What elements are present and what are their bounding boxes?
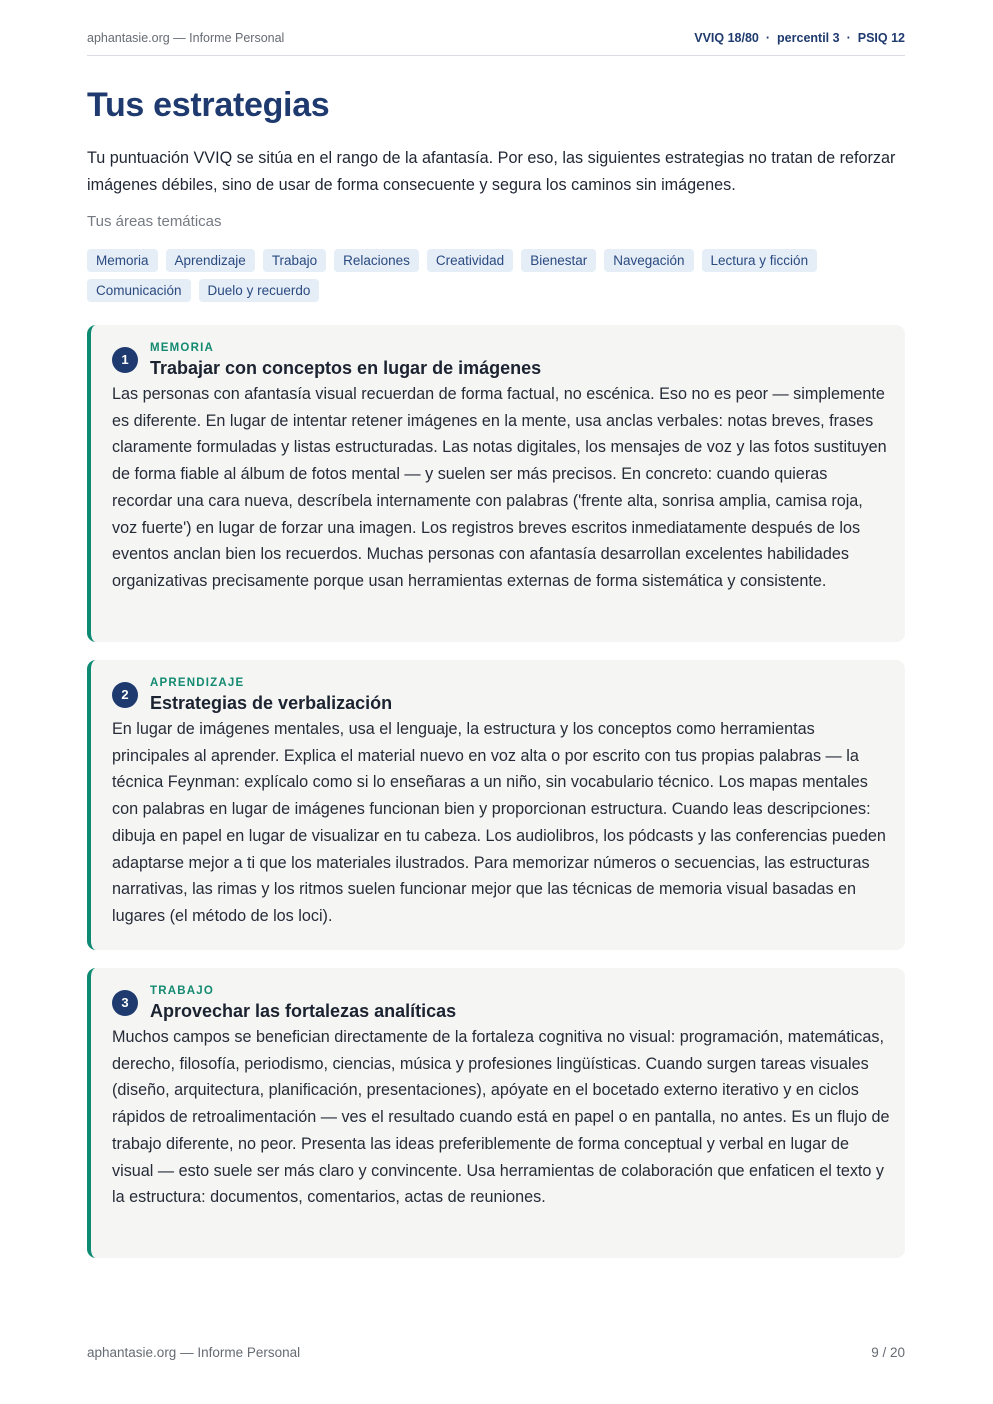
tag-navegacion: Navegación [604,249,693,272]
strategy-category: TRABAJO [150,985,214,997]
page-number: 9 / 20 [871,1345,905,1360]
strategy-title: Estrategias de verbalización [150,693,393,713]
footer-site: aphantasie.org — Informe Personal [87,1345,301,1360]
tag-aprendizaje: Aprendizaje [166,249,255,272]
strategy-body: Muchos campos se benefician directamente de la fortaleza cognitiva no visual: programación, matemáticas, derecho, filosofía, periodismo, ciencias, música y profesiones lingüísticas. Cuando surgen tareas visuales (diseño, arquitectura, planificación, presentaciones), apóyate en el bocetado externo iterativo y en ciclos rápidos de retroalimentación — ves el resultado cuando está en papel o en pantalla, no antes. Es un flujo de trabajo diferente, no peor. Presenta las ideas preferiblemente de forma conceptual y verbal en lugar de visual — esto suele ser más claro y convincente. Usa herramientas de colaboración que enfaticen el texto y la estructura: documentos, comentarios, actas de reuniones. [112,1028,890,1207]
strategy-number-badge: 1 [112,347,138,373]
psiq-score: PSIQ 12 [857,31,905,45]
tag-trabajo: Trabajo [263,249,326,272]
tag-memoria: Memoria [87,249,158,272]
strategy-category: APRENDIZAJE [150,677,245,689]
tag-bienestar: Bienestar [521,249,596,272]
strategy-body: En lugar de imágenes mentales, usa el lenguaje, la estructura y los conceptos como herramientas principales al aprender. Explica el material nuevo en voz alta o por escrito con tus propias palabras — la técnica Feynman: explícalo como si lo enseñaras a un niño, sin vocabulario técnico. Los mapas mentales con palabras en lugar de imágenes funcionan bien y proporcionan estructura. Cuando leas descripciones: dibuja en papel en lugar de visualizar en tu cabeza. Los audiolibros, los pódcasts y las conferencias pueden adaptarse mejor a ti que los materiales ilustrados. Para memorizar números o secuencias, las estructuras narrativas, las rimas y los ritmos suelen funcionar mejor que las técnicas de memoria visual basadas en lugares (el método de los loci). [112,720,886,925]
strategy-body: Las personas con afantasía visual recuerdan de forma factual, no escénica. Eso no es peor — simplemente es diferente. En lugar de intentar retener imágenes en la mente, usa anclas verbales: notas breves, frases claramente formuladas y listas estructuradas. Las notas digitales, los mensajes de voz y las fotos sustituyen de forma fiable al álbum de fotos mental — y suelen ser más precisos. En concreto: cuando quieras recordar una cara nueva, descríbela internamente con palabras ('frente alta, sonrisa amplia, camisa roja, voz fuerte') en lugar de forzar una imagen. Los registros breves escritos inmediatamente después de los eventos anclan bien los recuerdos. Muchas personas con afantasía desarrollan excelentes habilidades organizativas precisamente porque usan herramientas externas de forma sistemática y consistente. [112,385,887,590]
intro-text: Tu puntuación VVIQ se sitúa en el rango de la afantasía. Por eso, las siguientes estrategias no tratan de reforzar imágenes débiles, sino de usar de forma consecuente y segura los caminos sin imágenes. [87,149,896,194]
strategy-header [112,968,891,1023]
separator: · [765,31,771,45]
strategy-header [112,660,891,715]
strategy-header [112,325,891,380]
strategy-category: MEMORIA [150,342,214,354]
strategy-title: Trabajar con conceptos en lugar de imágenes [150,358,542,378]
strategy-card [87,660,905,950]
percentile-score: percentil 3 [777,31,840,45]
separator: · [846,31,851,45]
tag-duelo-recuerdo: Duelo y recuerdo [199,279,320,302]
page-title: Tus estrategias [87,86,330,124]
strategy-card [87,968,905,1258]
tag-list [87,249,887,302]
tag-creatividad: Creatividad [427,249,513,272]
page-footer [87,1345,905,1360]
tag-comunicacion: Comunicación [87,279,191,302]
strategy-number-badge: 3 [112,990,138,1016]
strategy-title: Aprovechar las fortalezas analíticas [150,1001,457,1021]
header-site: aphantasie.org — Informe Personal [87,31,285,45]
areas-label: Tus áreas temáticas [87,213,222,230]
vviq-score: VVIQ 18/80 [694,31,759,45]
strategy-card [87,325,905,642]
page-header [87,31,905,56]
tag-relaciones: Relaciones [334,249,419,272]
header-scores [694,31,905,45]
strategy-number-badge: 2 [112,682,138,708]
tag-lectura-ficcion: Lectura y ficción [702,249,818,272]
